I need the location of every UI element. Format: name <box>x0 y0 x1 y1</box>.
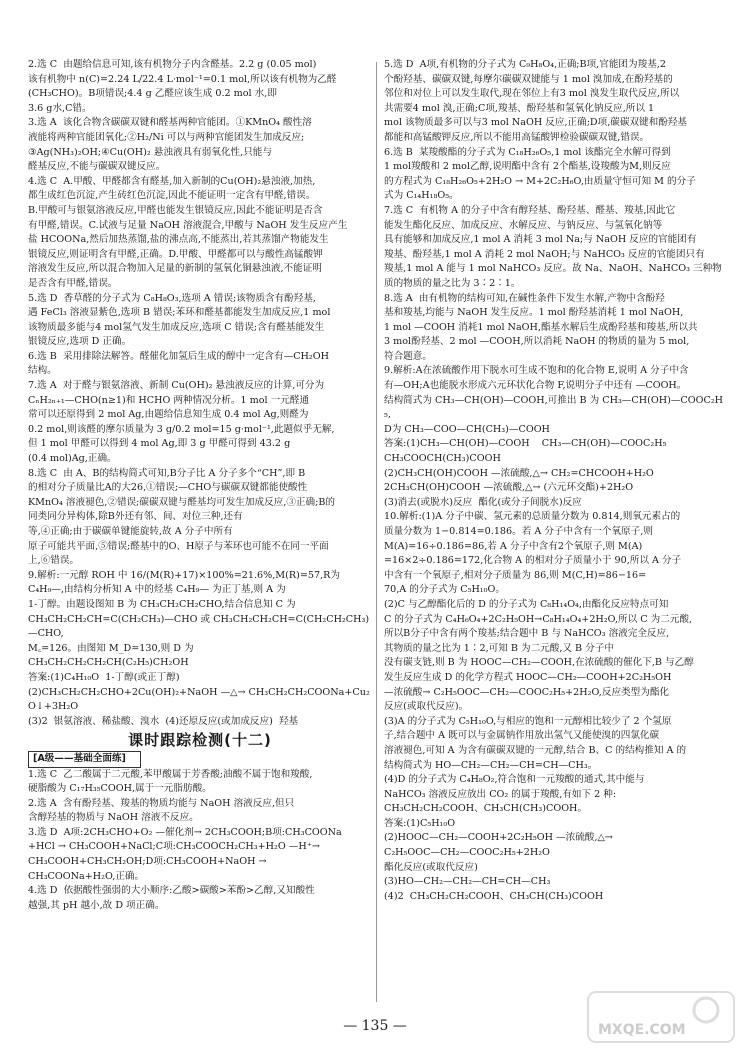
right-line: 酯化反应(或取代反应) <box>384 861 478 873</box>
right-line: (3)消去(或脱水)反应 酯化(或分子间脱水)反应 <box>384 496 582 508</box>
left-line: CₙH₂ₙ₊₁—CHO(n≥1)和 HCHO 两种情况分析。1 mol 一元醛通 <box>28 394 310 406</box>
left-line: 上,⑥错误。 <box>28 555 80 567</box>
section-title: 课时跟踪检测(十二) <box>128 731 272 750</box>
page-number: — 135 — <box>343 1018 407 1034</box>
left-bottom-answers <box>28 768 372 914</box>
right-line: 结构简式为 CH₃—CH(OH)—COOH,可推出 B 为 CH₃—CH(OH)—COOC₂H₅, <box>384 394 724 421</box>
left-line: (0.4 mol)Ag,正确。 <box>28 453 117 465</box>
right-line: 所以B分子中含有两个羧基;结合题中 B 与 NaHCO₃ 溶液完全反应, <box>384 628 670 640</box>
left-line: 8.选 C 由 A、B的结构简式可知,B分子比 A 分子多个“CH”,即 B <box>28 467 306 479</box>
left-line: 常可以还原得到 2 mol Ag,由题给信息知生成 0.4 mol Ag,则醛为 <box>28 409 309 421</box>
right-line: M(A)=16÷0.186=86,若 A 分子中含有2个氧原子,则 M(A) <box>384 540 643 552</box>
right-line: 反应(或取代反应)。 <box>384 701 469 713</box>
right-line: 共需要4 mol 溴,正确;C项,羧基、酚羟基和氢氧化钠反应,所以 1 <box>384 102 655 114</box>
right-line: 个酚羟基、碳碳双键,每摩尔碳碳双键能与 1 mol 溴加成,在酚羟基的 <box>384 73 673 85</box>
right-line: 中含有一个氧原子,相对分子质量为 86,则 M(C,H)=86−16= <box>384 569 647 581</box>
left-line: 但 1 mol 甲醛可以得到 4 mol Ag,即 3 g 甲醛可得到 43.2 g <box>28 438 291 450</box>
right-line: 8.选 A 由有机物的结构可知,在碱性条件下发生水解,产物中含酚羟 <box>384 292 665 304</box>
left-line: 2.选 C 由题给信息可知,该有机物分子内含醛基。2.2 g (0.05 mol) <box>28 59 317 70</box>
left-bottom-line: 3.选 D A项:2CH₃CHO+O₂ —催化剂→ 2CH₃COOH;B项:CH₃COONa <box>28 826 342 838</box>
left-bottom-line: 越强,其 pH 越小,故 D 项正确。 <box>28 899 165 911</box>
right-line: (3)A 的分子式为 C₅H₁₀O,与相应的饱和一元醇相比较少了 2 个氢原 <box>384 715 672 727</box>
right-line: 2CH₃CH(OH)COOH —浓硫酸,△→ (六元环交酯)+2H₂O <box>384 482 634 494</box>
left-line: CH₃CH₂CH₂CH₂CH(C₂H₅)CH₂OH <box>28 657 189 669</box>
right-line: 10.解析:(1)A 分子中碳、氢元素的总质量分数为 0.814,则氧元素占的 <box>384 511 681 523</box>
right-line: (2)C 与乙醇酯化后的 D 的分子式为 C₈H₁₄O₄,由酯化反应特点可知 <box>384 598 669 610</box>
right-line: 7.选 C 有机物 A 的分子中含有醇羟基、酚羟基、醛基、羧基,因此它 <box>384 204 676 216</box>
left-bottom-line: 4.选 D 依据酸性强弱的大小顺序:乙酸>碳酸>苯酚>乙醇,又知酸性 <box>28 885 315 897</box>
right-line: C 的分子式为 C₄H₆O₄+2C₂H₅OH→C₈H₁₄O₄+2H₂O,所以 C 为二元酸, <box>384 613 693 625</box>
left-line: 都生成红色沉淀,产生砖红色沉淀,因此不能证明一定含有甲醛,错误。 <box>28 190 316 202</box>
left-line: 的相对分子质量比A的大26,①错误;—CHO与碳碳双键都能使酸性 <box>28 482 308 494</box>
right-line: CH₃CH₂CH₂COOH、CH₃CH(CH₃)COOH。 <box>384 803 588 815</box>
level-tag: [A级——基础全面练] <box>28 751 141 768</box>
left-column <box>28 58 372 1008</box>
left-line: 溶液发生反应,所以混合物加入足量的新制的氢氧化铜悬浊液,不能证明 <box>28 263 322 275</box>
left-line: 3.选 A 该化合物含碳碳双键和醛基两种官能团。①KMnO₄ 酸性溶 <box>28 117 312 129</box>
right-line: NaHCO₃ 溶液反应放出 CO₂ 的属于羧酸,有如下 2 种: <box>384 788 617 800</box>
right-line: 3 mol酚羟基、2 mol —COOH,所以消耗 NaOH 的物质的量为 5 mol, <box>384 336 690 348</box>
right-line: (4)D 的分子式为 C₄H₈O₂,符合饱和一元羧酸的通式,其中能与 <box>384 774 645 786</box>
left-line: 3.6 g水,C错。 <box>28 102 92 114</box>
left-answers <box>28 58 372 729</box>
right-line: 符合题意。 <box>384 350 432 362</box>
right-line: 1 mol —COOH 消耗1 mol NaOH,酯基水解后生成酚羟基和羧基,所以共 <box>384 321 698 333</box>
right-line: 式为 C₁₄H₁₈O₅。 <box>384 190 459 202</box>
right-line: 9.解析:A在浓硫酸作用下脱水可生成不饱和的化合物 E,说明 A 分子中含 <box>384 365 689 377</box>
left-line: 有甲醛,错误。C.试液与足量 NaOH 溶液混合,甲酸与 NaOH 发生反应产生 <box>28 219 348 231</box>
left-bottom-line: 硬脂酸为 C₁₇H₃₅COOH,属于一元脂肪酸。 <box>28 783 212 795</box>
left-line: 9.解析:一元醇 ROH 中 16/(M(R)+17)×100%=21.6%,M(R)=57,R为 <box>28 569 340 581</box>
right-line: 1 mol羧酸和 2 mol乙醇,说明酯中含有 2个酯基,设羧酸为M,则反应 <box>384 161 671 173</box>
right-line: 邻位和对位上可以发生取代,现在邻位上有3 mol 溴发生取代反应,所以 <box>384 88 680 100</box>
right-line: 结构简式为 HO—CH₂—CH₂—CH=CH—CH₃。 <box>384 759 598 771</box>
left-line: 该有机物中 n(C)=2.24 L/22.4 L·mol⁻¹=0.1 mol,所以该有机物为乙醛 <box>28 73 337 85</box>
right-line: (2)HOOC—CH₂—COOH+2C₂H₅OH —浓硫酸,△→ <box>384 832 613 844</box>
left-bottom-line: 2.选 A 含有酚羟基、羧基的物质均能与 NaOH 溶液反应,但只 <box>28 797 295 809</box>
left-line: KMnO₄ 溶液褪色,②错误;碳碳双键与醛基均可发生加成反应,③正确;B的 <box>28 496 335 508</box>
right-line: 能发生酯化反应、加成反应、水解反应、与钠反应、与氢氧化钠等 <box>384 219 663 231</box>
left-bottom-line: 1.选 C 乙二酸属于二元酸,苯甲酸属于芳香酸;油酸不属于饱和羧酸, <box>28 768 313 780</box>
left-line: 同类同分异构体,除B外还有邻、间、对位三种,还有 <box>28 511 243 523</box>
left-line: 是否含有甲醛,错误。 <box>28 277 118 289</box>
right-line: 质量分数为 1−0.814=0.186。若 A 分子中含有一个氧原子,则 <box>384 526 653 537</box>
right-line: =16×2÷0.186=172,化合物 A 的相对分子质量小于 90,所以 A 分子 <box>384 555 682 567</box>
left-line: (3)2 银氨溶液、稀盐酸、溴水 (4)还原反应(或加成反应) 羟基 <box>28 715 299 727</box>
right-line: (3)HO—CH₂—CH₂—CH=CH—CH₃ <box>384 876 551 888</box>
left-line: 该物质最多能与4 mol氢气发生加成反应,选项 C 错误;含有醛基能发生 <box>28 321 325 333</box>
right-line: 6.选 B 某羧酸酯的分子式为 C₁₈H₂₆O₅,1 mol 该酯完全水解可得到 <box>384 146 671 158</box>
right-line: 答案:(1)C₅H₁₀O <box>384 817 456 829</box>
right-line: (4)2 CH₃CH₂CH₂COOH、CH₃CH(CH₃)COOH <box>384 890 604 902</box>
left-line: ③Ag(NH₃)₂OH;④Cu(OH)₂ 悬浊液具有弱氧化性,只能与 <box>28 146 272 158</box>
right-line: 发生反应生成 D 的化学方程式 HOOC—CH₂—COOH+2C₂H₅OH <box>384 671 672 683</box>
right-line: 子,结合题中 A 既可以与金属钠作用放出氢气又能使溴的四氯化碳 <box>384 730 660 742</box>
right-line: 溶液褪色,可知 A 为含有碳碳双键的一元醇,结合 B、C 的结构推知 A 的 <box>384 744 687 756</box>
left-bottom-line: CH₃COONa+H₂O,正确。 <box>28 870 145 882</box>
left-line: B.甲酸可与银氨溶液反应,甲醛也能发生银镜反应,因此不能证明是否含 <box>28 204 323 216</box>
right-line: 质的物质的量之比为 3∶2∶1。 <box>384 277 521 289</box>
right-answers <box>384 58 724 904</box>
left-bottom-line: 含醇羟基的物质与 NaOH 溶液不反应。 <box>28 812 199 824</box>
watermark-logo <box>586 990 736 1044</box>
right-column <box>384 58 724 1016</box>
right-line: 羧基、酚羟基,1 mol A 消耗 2 mol NaOH;与 NaHCO₃ 反应的官能团只有 <box>384 248 705 260</box>
left-line: 4.选 C A.甲酸、甲醛都含有醛基,加入新制的Cu(OH)₂悬浊液,加热, <box>28 175 316 187</box>
left-line: (2)CH₃CH₂CH₂CHO+2Cu(OH)₂+NaOH —△→ CH₃CH₂CH₂COONa+Cu₂O↓+3H₂O <box>28 686 370 713</box>
left-line: 5.选 D 香草醛的分子式为 C₈H₈O₃,选项 A 错误;该物质含有酚羟基, <box>28 292 316 304</box>
right-line: 答案:(1)CH₃—CH(OH)—COOH CH₃—CH(OH)—COOC₂H₅ <box>384 438 667 450</box>
right-line: 的方程式为 C₁₈H₂₆O₅+2H₂O → M+2C₂H₆O,由质量守恒可知 M 的分子 <box>384 175 696 187</box>
right-line: CH₃COOCH(CH₃)COOH <box>384 453 501 465</box>
right-line: 具有能够和加成反应,1 mol A 消耗 3 mol Na;与 NaOH 反应的官能团有 <box>384 234 697 246</box>
left-line: 结构。 <box>28 365 57 377</box>
right-line: 有—OH;A也能脱水形成六元环状化合物 F,说明分子中还有 —COOH。 <box>384 380 687 392</box>
column-divider <box>376 62 377 1002</box>
right-line: 其物质的量之比为 1∶2,可知 B 为二元酸,又 B 分子中 <box>384 642 614 654</box>
left-line: 1-丁醇。由题设图知 B 为 CH₃CH₂CH₂CHO,结合信息知 C 为 <box>28 598 296 610</box>
level-tag-row <box>28 751 372 768</box>
left-bottom-line: CH₃COOH+CH₃CH₂OH;D项:CH₃COOH+NaOH → <box>28 856 267 868</box>
left-line: 7.选 A 对于醛与银氨溶液、新制 Cu(OH)₂ 悬浊液反应的计算,可分为 <box>28 380 325 392</box>
right-line: 都能和高锰酸钾反应,所以不能用高锰酸钾检验碳碳双键,错误。 <box>384 131 650 143</box>
right-line: 没有碳支链,则 B 为 HOOC—CH₂—COOH,在浓硫酸的催化下,B 与乙醇 <box>384 657 694 669</box>
left-line: 银镜反应,选项 D 正确。 <box>28 336 132 348</box>
left-line: 6.选 B 采用排除法解答。醛催化加氢后生成的醇中一定含有—CH₂OH <box>28 350 329 362</box>
left-line: 答案:(1)C₄H₁₀O 1-丁醇(或正丁醇) <box>28 671 180 683</box>
right-line: 5.选 D A项,有机物的分子式为 C₉H₈O₄,正确;B项,官能团为羧基,2 <box>384 59 666 70</box>
right-line: 基和羧基,均能与 NaOH 发生反应。1 mol 酚羟基消耗 1 mol NaOH, <box>384 307 684 319</box>
right-line: (2)CH₃CH(OH)COOH —浓硫酸,△→ CH₂=CHCOOH+H₂O <box>384 467 654 479</box>
left-line: CH₃CH₂CH₂CH=C(CH₂CH₃)—CHO 或 CH₃CH₂CH₂CH=C(CH₂CH₂CH₃)—CHO, <box>28 613 370 640</box>
left-line: M꜀=126。由图知 M_D=130,则 D 为 <box>28 642 194 654</box>
svg-text:MXQE.COM: MXQE.COM <box>598 1022 686 1038</box>
left-line: 原子可能共平面,⑤错误;醛基中的O、H原子与苯环也可能不在同一平面 <box>28 540 329 552</box>
left-line: 等,④正确;由于碳碳单键能旋转,故 A 分子中所有 <box>28 526 233 537</box>
right-line: 70,A 的分子式为 C₅H₁₀O。 <box>384 584 505 596</box>
left-bottom-line: +HCl → CH₃COOH+NaCl;C项:CH₃COOCH₂CH₃+H₂O —H⁺→ <box>28 841 320 853</box>
right-line: C₂H₅OOC—CH₂—COOC₂H₅+2H₂O <box>384 847 550 859</box>
left-line: C₄H₉—,由结构分析知 A 中的烃基 C₄H₉— 为正丁基,则 A 为 <box>28 584 286 596</box>
right-line: D为 CH₃—COO—CH(CH₃)—COOH <box>384 423 550 435</box>
left-line: 0.2 mol,则该醛的摩尔质量为 3 g/0.2 mol=15 g·mol⁻¹,此题似乎无解, <box>28 423 335 435</box>
right-line: 羧基,1 mol A 能与 1 mol NaHCO₃ 反应。故 Na、NaOH、NaHCO₃ 三种物 <box>384 263 722 275</box>
left-line: 醛基反应,不能与碳碳双键反应。 <box>28 161 166 173</box>
left-line: 液能将两种官能团氧化;②H₂/Ni 可以与两种官能团发生加成反应; <box>28 131 305 143</box>
left-line: 盐 HCOONa,然后加热蒸馏,盐的沸点高,不能蒸出,若其蒸馏产物能发生 <box>28 234 329 246</box>
watermark-icon <box>586 990 736 1044</box>
right-line: —浓硫酸→ C₂H₅OOC—CH₂—COOC₂H₅+2H₂O,反应类型为酯化 <box>384 686 670 698</box>
left-line: (CH₃CHO)。B项错误;4.4 g 乙醛应该生成 0.2 mol 水,即 <box>28 88 277 100</box>
left-line: 遇 FeCl₃ 溶液显紫色,选项 B 错误;苯环和醛基都能发生加成反应,1 mol <box>28 307 331 319</box>
left-line: 银镜反应,则证明含有甲醛,正确。D.甲酸、甲醛都可以与酸性高锰酸钾 <box>28 248 323 260</box>
right-line: mol 该物质最多可以与3 mol NaOH 反应,正确;D项,碳碳双键和酚羟基 <box>384 117 688 129</box>
